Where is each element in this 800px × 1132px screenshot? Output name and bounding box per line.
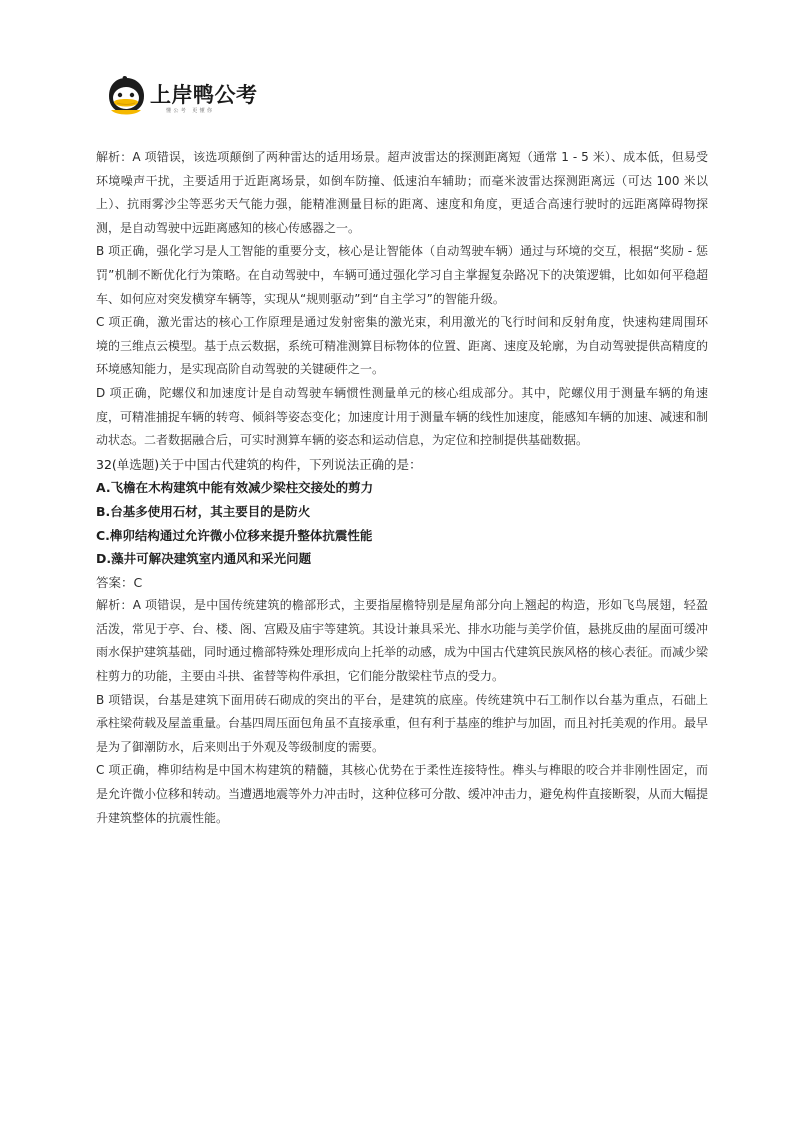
brand-slogan: 懂公考 更懂你 (166, 108, 215, 114)
document-body (96, 146, 708, 830)
question-stem: 32(单选题)关于中国古代建筑的构件，下列说法正确的是： (96, 456, 422, 472)
option-d: D.藻井可解决建筑室内通风和采光问题 (96, 551, 312, 567)
analysis-paragraph-d: D 项正确，陀螺仪和加速度计是自动驾驶车辆惯性测量单元的核心组成部分。其中，陀螺仪用于测量车辆的角速度，可精准捕捉车辆的转弯、倾斜等姿态变化；加速度计用于测量车辆的线性加速度，能感知车辆的加速、减速和制动状态。二者数据融合后，可实时测算车辆的姿态和运动信息，为定位和控制提供基础数据。 (96, 385, 709, 448)
analysis-paragraph-a: 解析：A 项错误，该选项颠倒了两种雷达的适用场景。超声波雷达的探测距离短（通常 1 - 5 米）、成本低，但易受环境噪声干扰，主要适用于近距离场景，如倒车防撞、低速泊车辅助；而毫米波雷达探测距离远（可达 100 米以上）、抗雨雾沙尘等恶劣天气能力强，能精准测量目标的距离、速度和角度，更适合高速行驶时的远距离障碍物探测，是自动驾驶中远距离感知的核心传感器之一。 (96, 150, 708, 235)
duck-mascot-icon (106, 76, 146, 118)
option-a: A.飞檐在木构建筑中能有效减少梁柱交接处的剪力 (96, 480, 374, 496)
brand-name: 上岸鸭公考 (150, 83, 258, 107)
explanation-paragraph-b: B 项错误，台基是建筑下面用砖石砌成的突出的平台，是建筑的底座。传统建筑中石工制作以台基为重点，石础上承柱梁荷载及屋盖重量。台基四周压面包角虽不直接承重，但有利于基座的维护与加固，而且衬托美观的作用。最早是为了御潮防水，后来则出于外观及等级制度的需要。 (96, 692, 709, 754)
brand-logo (106, 76, 258, 120)
analysis-paragraph-b: B 项正确，强化学习是人工智能的重要分支，核心是让智能体（自动驾驶车辆）通过与环境的交互，根据“奖励 - 惩罚”机制不断优化行为策略。在自动驾驶中，车辆可通过强化学习自主掌握复杂路况下的决策逻辑，比如如何平稳超车、如何应对突发横穿车辆等，实现从“规则驱动”到“自主学习”的智能升级。 (96, 244, 708, 306)
option-c: C.榫卯结构通过允许微小位移来提升整体抗震性能 (96, 527, 373, 543)
answer-line: 答案：C (96, 574, 143, 590)
explanation-paragraph-a: 解析：A 项错误，是中国传统建筑的檐部形式，主要指屋檐特别是屋角部分向上翘起的构造，形如飞鸟展翅，轻盈活泼，常见于亭、台、楼、阁、宫殿及庙宇等建筑。其设计兼具采光、排水功能与美学价值，悬挑反曲的屋面可缓冲雨水保护建筑基础，同时通过檐部特殊处理形成向上托举的动感，成为中国古代建筑民族风格的核心表征。而减少梁柱剪力的功能，主要由斗拱、雀替等构件承担，它们能分散梁柱节点的受力。 (96, 598, 709, 684)
analysis-paragraph-c: C 项正确，激光雷达的核心工作原理是通过发射密集的激光束，利用激光的飞行时间和反射角度，快速构建周围环境的三维点云模型。基于点云数据，系统可精准测算目标物体的位置、距离、速度及轮廓，为自动驾驶提供高精度的环境感知能力，是实现高阶自动驾驶的关键硬件之一。 (96, 315, 709, 377)
explanation-paragraph-c: C 项正确，榫卯结构是中国木构建筑的精髓，其核心优势在于柔性连接特性。榫头与榫眼的咬合并非刚性固定，而是允许微小位移和转动。当遭遇地震等外力冲击时，这种位移可分散、缓冲冲击力，避免构件直接断裂，从而大幅提升建筑整体的抗震性能。 (96, 763, 709, 825)
option-b: B.台基多使用石材，其主要目的是防火 (96, 503, 311, 519)
